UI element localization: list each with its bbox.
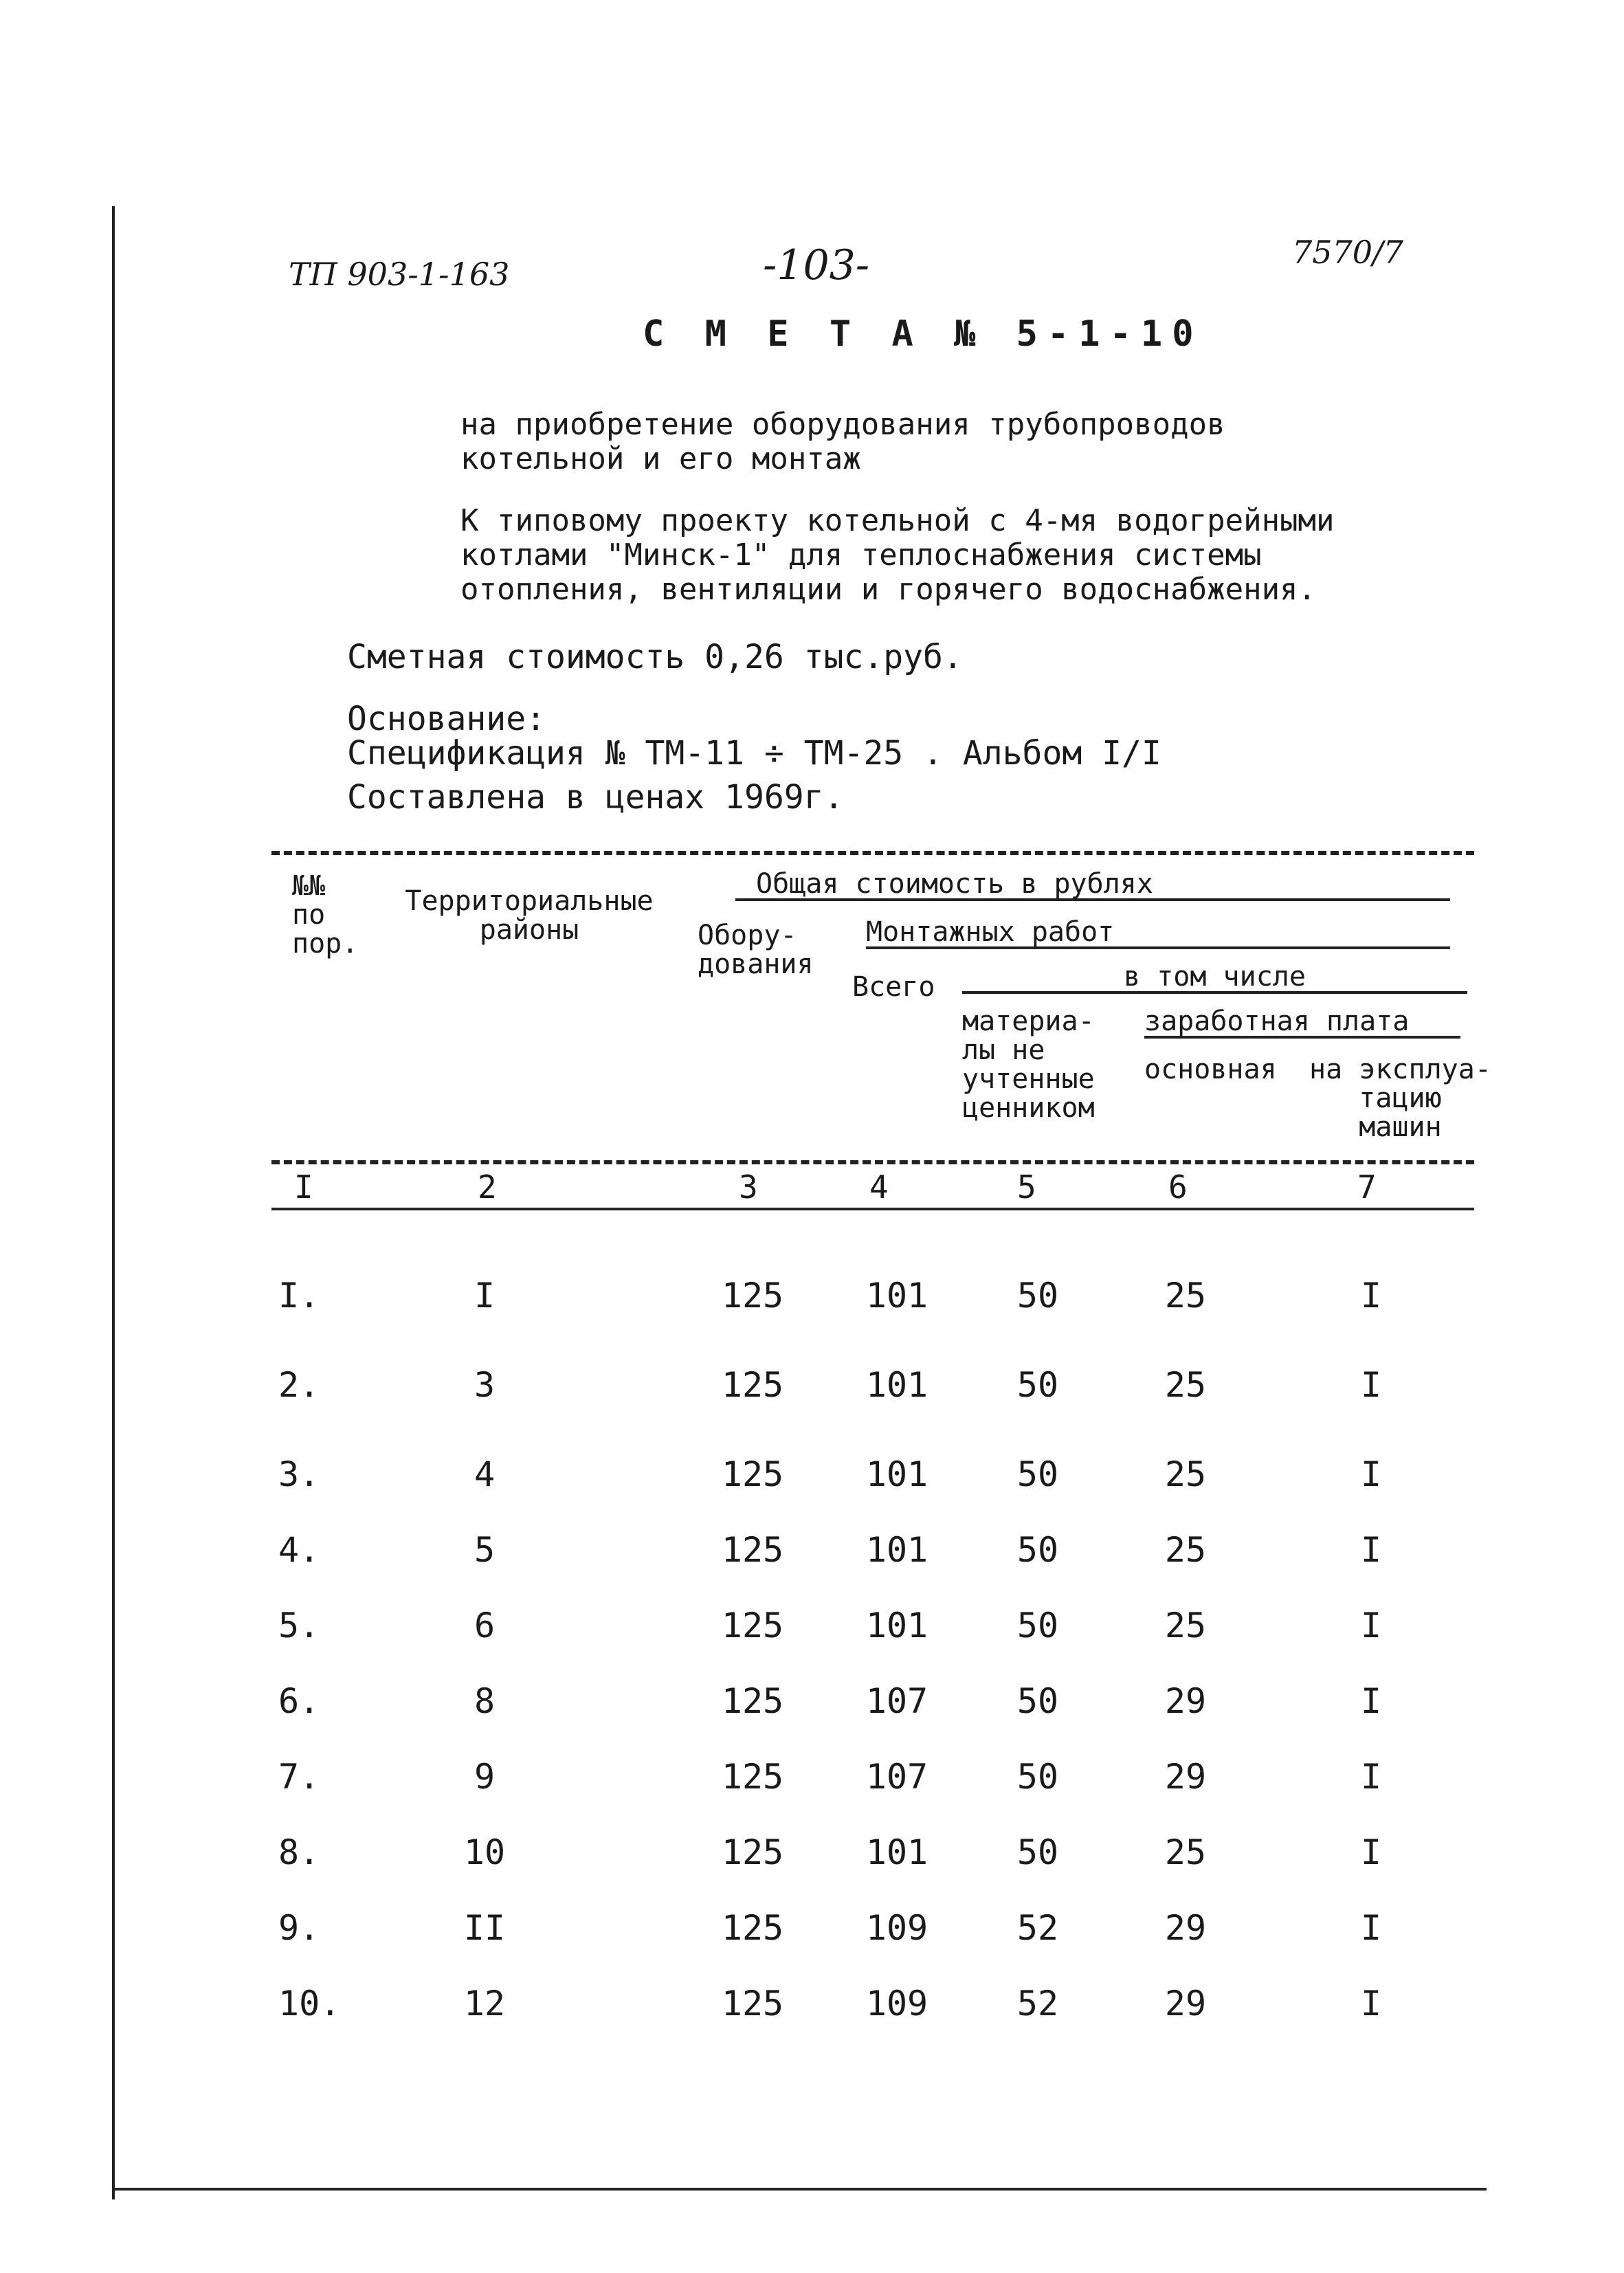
cell-row-number: 10. — [278, 1984, 341, 2023]
col-number-4: 4 — [869, 1168, 889, 1206]
basis-specification: Спецификация № ТМ-11 ÷ ТМ-25 . Альбом I/I — [347, 734, 1161, 773]
cell-wages-basic: 25 — [1164, 1365, 1207, 1405]
cell-region: 3 — [474, 1365, 496, 1405]
cell-wages-basic: 29 — [1164, 1908, 1207, 1948]
cell-installation-total: 101 — [865, 1832, 928, 1872]
cell-materials: 52 — [1016, 1908, 1059, 1948]
cell-equipment-cost: 125 — [721, 1606, 784, 1645]
cell-wages-machines: I — [1360, 1681, 1382, 1721]
page-number: -103- — [763, 241, 870, 289]
cell-materials: 50 — [1016, 1757, 1059, 1797]
header-total-cost: Общая стоимость в рублях — [735, 869, 1450, 901]
cell-row-number: 6. — [278, 1681, 320, 1721]
header-wages-machines: на эксплуа- тацию машин — [1309, 1054, 1491, 1143]
col-number-5: 5 — [1017, 1168, 1036, 1206]
cell-installation-total: 101 — [865, 1276, 928, 1316]
document-title: С М Е Т А № 5-1-10 — [643, 313, 1203, 355]
header-materials: материа- лы не учтенные ценником — [962, 1006, 1095, 1124]
cell-wages-machines: I — [1360, 1454, 1382, 1494]
cell-materials: 50 — [1016, 1530, 1059, 1570]
purpose-line-1: на приобретение оборудования трубопроводов — [460, 407, 1225, 442]
cell-installation-total: 109 — [865, 1984, 928, 2023]
cell-wages-machines: I — [1360, 1984, 1382, 2023]
cell-row-number: 2. — [278, 1365, 320, 1405]
cell-materials: 50 — [1016, 1365, 1059, 1405]
cell-equipment-cost: 125 — [721, 1276, 784, 1316]
basis-label: Основание: — [347, 700, 546, 738]
left-margin-line — [112, 206, 115, 2199]
header-including: в том числе — [962, 962, 1467, 994]
cell-wages-machines: I — [1360, 1606, 1382, 1645]
cell-wages-machines: I — [1360, 1530, 1382, 1570]
header-wages-basic: основная — [1144, 1054, 1277, 1085]
cell-row-number: I. — [278, 1276, 320, 1316]
cell-wages-machines: I — [1360, 1832, 1382, 1872]
col-number-1: I — [294, 1168, 313, 1206]
cell-installation-total: 107 — [865, 1681, 928, 1721]
header-total: Всего — [852, 971, 935, 1003]
cell-wages-basic: 29 — [1164, 1681, 1207, 1721]
cell-wages-machines: I — [1360, 1276, 1382, 1316]
cell-installation-total: 101 — [865, 1606, 928, 1645]
cell-materials: 50 — [1016, 1606, 1059, 1645]
sheet-code: 7570/7 — [1292, 234, 1403, 271]
col-number-7: 7 — [1357, 1168, 1377, 1206]
cell-wages-machines: I — [1360, 1757, 1382, 1797]
header-installation: Монтажных работ — [866, 918, 1450, 949]
cell-installation-total: 109 — [865, 1908, 928, 1948]
project-line-3: отопления, вентиляции и горячего водоснабжения. — [460, 572, 1317, 607]
cell-row-number: 7. — [278, 1757, 320, 1797]
cell-equipment-cost: 125 — [721, 1365, 784, 1405]
cell-region: 10 — [463, 1832, 506, 1872]
cell-wages-machines: I — [1360, 1908, 1382, 1948]
cell-wages-basic: 29 — [1164, 1757, 1207, 1797]
cell-materials: 50 — [1016, 1276, 1059, 1316]
col-number-3: 3 — [739, 1168, 758, 1206]
cell-wages-basic: 25 — [1164, 1832, 1207, 1872]
header-number: №№ по пор. — [292, 870, 359, 960]
purpose-line-2: котельной и его монтаж — [460, 441, 861, 476]
col-number-2: 2 — [478, 1168, 497, 1206]
cell-materials: 50 — [1016, 1832, 1059, 1872]
project-line-1: К типовому проекту котельной с 4-мя водогрейными — [460, 503, 1335, 538]
cell-row-number: 9. — [278, 1908, 320, 1948]
column-numbers-rule — [271, 1208, 1474, 1210]
cell-region: 5 — [474, 1530, 496, 1570]
cell-equipment-cost: 125 — [721, 1530, 784, 1570]
cell-wages-machines: I — [1360, 1365, 1382, 1405]
cell-region: 4 — [474, 1454, 496, 1494]
project-code: ТП 903-1-163 — [289, 256, 510, 293]
cell-region: 8 — [474, 1681, 496, 1721]
cell-installation-total: 101 — [865, 1365, 928, 1405]
cell-materials: 50 — [1016, 1681, 1059, 1721]
estimated-cost: Сметная стоимость 0,26 тыс.руб. — [347, 638, 963, 676]
cell-installation-total: 101 — [865, 1454, 928, 1494]
cell-wages-basic: 25 — [1164, 1606, 1207, 1645]
cell-equipment-cost: 125 — [721, 1984, 784, 2023]
cell-equipment-cost: 125 — [721, 1832, 784, 1872]
header-bottom-rule — [271, 1160, 1474, 1164]
cell-equipment-cost: 125 — [721, 1454, 784, 1494]
table-top-rule — [271, 851, 1474, 855]
cell-region: II — [463, 1908, 506, 1948]
cell-row-number: 4. — [278, 1530, 320, 1570]
cell-wages-basic: 29 — [1164, 1984, 1207, 2023]
header-regions: Территориальные районы — [405, 885, 654, 946]
cell-row-number: 8. — [278, 1832, 320, 1872]
header-equipment: Обору- дования — [698, 920, 814, 980]
header-wages: заработная плата — [1144, 1007, 1460, 1039]
cell-equipment-cost: 125 — [721, 1757, 784, 1797]
cell-row-number: 5. — [278, 1606, 320, 1645]
cell-wages-basic: 25 — [1164, 1454, 1207, 1494]
cell-wages-basic: 25 — [1164, 1530, 1207, 1570]
cell-equipment-cost: 125 — [721, 1908, 784, 1948]
cell-region: 12 — [463, 1984, 506, 2023]
cell-materials: 50 — [1016, 1454, 1059, 1494]
cell-region: 9 — [474, 1757, 496, 1797]
cell-materials: 52 — [1016, 1984, 1059, 2023]
cell-equipment-cost: 125 — [721, 1681, 784, 1721]
bottom-margin-line — [112, 2188, 1487, 2191]
cell-region: 6 — [474, 1606, 496, 1645]
col-number-6: 6 — [1168, 1168, 1188, 1206]
cell-region: I — [474, 1276, 496, 1316]
project-line-2: котлами "Минск-1" для теплоснабжения системы — [460, 537, 1262, 573]
cell-row-number: 3. — [278, 1454, 320, 1494]
cell-wages-basic: 25 — [1164, 1276, 1207, 1316]
cell-installation-total: 101 — [865, 1530, 928, 1570]
cell-installation-total: 107 — [865, 1757, 928, 1797]
price-basis: Составлена в ценах 1969г. — [347, 778, 844, 817]
